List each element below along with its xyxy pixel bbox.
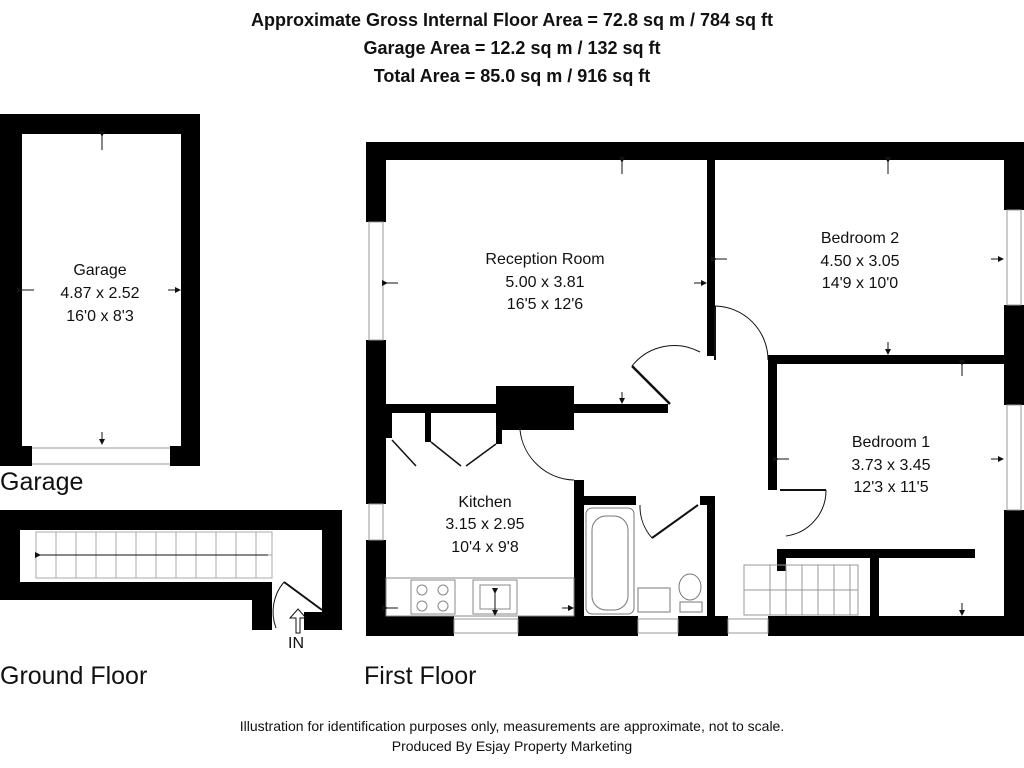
producer-credit: Produced By Esjay Property Marketing [391,738,633,754]
first-floor-label: First Floor [364,662,477,690]
garage-room-metric: 4.87 x 2.52 [60,285,140,302]
garage-room-name: Garage [73,262,127,279]
entrance-label: IN [288,635,304,652]
bedroom-1-name: Bedroom 1 [851,434,931,451]
bedroom-2-imperial: 14'9 x 10'0 [821,275,899,292]
kitchen-metric: 3.15 x 2.95 [445,516,525,533]
reception-room-name: Reception Room [485,251,605,268]
reception-room-metric: 5.00 x 3.81 [505,274,585,291]
bedroom-2-name: Bedroom 2 [820,230,900,247]
reception-room-imperial: 16'5 x 12'6 [506,296,584,313]
bedroom-1-metric: 3.73 x 3.45 [851,457,931,474]
ground-floor-plan [0,510,342,633]
area-title-total: Total Area = 85.0 sq m / 916 sq ft [373,66,651,86]
disclaimer-text: Illustration for identification purposes only, measurements are approximate, not to scale. [239,718,785,734]
first-floor-plan [366,142,1024,636]
area-title-gross: Approximate Gross Internal Floor Area = 72.8 sq m / 784 sq ft [251,10,773,30]
bedroom-1-imperial: 12'3 x 11'5 [853,479,929,496]
kitchen-name: Kitchen [458,494,512,511]
ground-floor-label: Ground Floor [0,662,148,690]
area-title-garage: Garage Area = 12.2 sq m / 132 sq ft [363,38,661,58]
kitchen-imperial: 10'4 x 9'8 [451,539,519,556]
garage-room-imperial: 16'0 x 8'3 [66,308,134,325]
bedroom-2-metric: 4.50 x 3.05 [820,253,900,270]
garage-floor-label: Garage [0,468,84,496]
